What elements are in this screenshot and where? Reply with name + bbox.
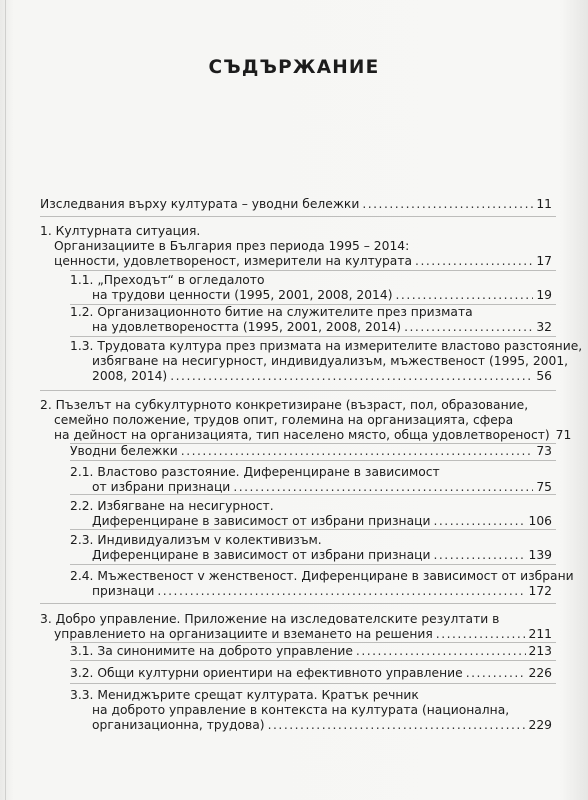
- toc-entry-3-1[interactable]: [70, 643, 552, 659]
- toc-entry-title: на доброто управление в контекста на културата (национална,: [92, 703, 510, 717]
- toc-entry-title: семейно положение, трудов опит, големина на организацията, сфера: [54, 413, 514, 427]
- toc-page-number: 17: [536, 254, 552, 268]
- toc-chapter-3-line-1[interactable]: [40, 611, 499, 627]
- toc-page-number: 226: [528, 666, 552, 680]
- toc-chapter-2-line-1[interactable]: [40, 397, 528, 413]
- toc-entry-1-2[interactable]: [70, 304, 473, 320]
- toc-entry-title: Диференциране в зависимост от избрани признаци: [92, 548, 431, 562]
- toc-page-number: 213: [528, 644, 552, 658]
- subsection-divider: [70, 494, 556, 495]
- section-divider: [40, 216, 556, 217]
- toc-entry-title: признаци: [92, 584, 155, 598]
- toc-entry-1-2-line-2: [92, 319, 552, 335]
- toc-entry-2-1[interactable]: [70, 464, 440, 480]
- toc-entry-1-1[interactable]: [70, 272, 264, 288]
- toc-entry-2-2-line-2: [92, 513, 552, 529]
- toc-page-number: 172: [528, 584, 552, 598]
- toc-entry-1-3-line-2: [92, 353, 568, 369]
- leader-dots: [362, 196, 533, 212]
- toc-chapter-2-line-3: [54, 427, 572, 443]
- toc-entry-title: на дейност на организацията, тип населено място, обща удовлетвореност): [54, 428, 550, 442]
- toc-entry-title: 1.1. „Преходът“ в огледалото: [70, 273, 265, 287]
- toc-entry-2-3[interactable]: [70, 532, 322, 548]
- subsection-divider: [70, 683, 556, 684]
- toc-entry-title: управлението на организациите и вземането на решения: [54, 627, 433, 641]
- toc-entry-title: 2.3. Индивидуализъм v колективизъм.: [70, 533, 322, 547]
- toc-entry-title: от избрани признаци: [92, 480, 231, 494]
- leader-dots: [356, 643, 526, 659]
- section-divider: [40, 390, 556, 391]
- toc-entry-2-4[interactable]: [70, 568, 574, 584]
- toc-entry-title: 2.4. Мъжественост v женственост. Диференциране в зависимост от избрани: [70, 569, 574, 583]
- toc-chapter-1-line-2: [54, 238, 409, 254]
- toc-page-number: 229: [528, 718, 552, 732]
- toc-entry-title: 3.3. Мениджърите срещат културата. Кратък речник: [70, 688, 419, 702]
- leader-dots: [433, 513, 525, 529]
- toc-entry-title: Диференциране в зависимост от избрани признаци: [92, 514, 431, 528]
- toc-entry-title: 2.1. Властово разстояние. Диференциране в зависимост: [70, 465, 440, 479]
- toc-entry-title: 1.3. Трудовата култура през призмата на измерителите властово разстояние,: [70, 339, 583, 353]
- toc-entry-3-3[interactable]: [70, 687, 419, 703]
- subsection-divider: [70, 270, 556, 271]
- leader-dots: [170, 368, 533, 384]
- leader-dots: [268, 717, 526, 733]
- toc-entry-title: Организациите в България през периода 1995 – 2014:: [54, 239, 410, 253]
- toc-page-number: 56: [536, 369, 552, 383]
- toc-entry-title: 3. Добро управление. Приложение на изследователските резултати в: [40, 612, 500, 626]
- toc-entry-title: Изследвания върху културата – уводни бележки: [40, 197, 360, 211]
- page-title: СЪДЪРЖАНИЕ: [208, 57, 380, 78]
- leader-dots: [396, 287, 534, 303]
- toc-page-number: 19: [536, 288, 552, 302]
- leader-dots: [433, 547, 525, 563]
- toc-page-number: 139: [528, 548, 552, 562]
- leader-dots: [181, 443, 534, 459]
- toc-entry-1-3-line-3: [92, 368, 552, 384]
- toc-entry-title: избягване на несигурност, индивидуализъм, мъжественост (1995, 2001,: [92, 354, 569, 368]
- leader-dots: [415, 253, 533, 269]
- toc-entry-title: 1.2. Организационното битие на служителите през призмата: [70, 305, 473, 319]
- toc-page-number: 71: [555, 428, 572, 442]
- toc-entry-title: на удовлетвореността (1995, 2001, 2008, 2014): [92, 320, 402, 334]
- toc-page-number: 73: [536, 444, 552, 458]
- toc-page-number: 106: [528, 514, 552, 528]
- toc-chapter-1-line-3: [54, 253, 552, 269]
- toc-entry-3-3-line-2: [92, 702, 509, 718]
- toc-entry-title: организационна, трудова): [92, 718, 265, 732]
- toc-entry-title: Уводни бележки: [70, 444, 178, 458]
- toc-entry-title: на трудови ценности (1995, 2001, 2008, 2014): [92, 288, 393, 302]
- toc-entry-title: 1. Културната ситуация.: [40, 224, 201, 238]
- toc-page-number: 11: [536, 197, 552, 211]
- toc-chapter-1-line-1[interactable]: [40, 223, 200, 239]
- toc-page-number: 211: [528, 627, 552, 641]
- leader-dots: [233, 479, 533, 495]
- toc-entry-title: 2.2. Избягване на несигурност.: [70, 499, 274, 513]
- subsection-divider: [70, 336, 556, 337]
- toc-page-number: 75: [536, 480, 552, 494]
- toc-chapter-3-line-2: [54, 626, 552, 642]
- toc-entry-title: 3.1. За синонимите на доброто управление: [70, 644, 353, 658]
- toc-page-number: 32: [536, 320, 552, 334]
- toc-chapter-2-line-2: [54, 412, 513, 428]
- subsection-divider: [70, 564, 556, 565]
- toc-entry-title: 2008, 2014): [92, 369, 168, 383]
- toc-entry-2-1-line-2: [92, 479, 552, 495]
- toc-entry-title: 2. Пъзелът на субкултурното конкретизиране (възраст, пол, образование,: [40, 398, 529, 412]
- toc-entry-3-2[interactable]: [70, 665, 552, 681]
- toc-entry-2-3-line-2: [92, 547, 552, 563]
- toc-entry-3-3-line-3: [92, 717, 552, 733]
- toc-entry-title: 3.2. Общи културни ориентири на ефективното управление: [70, 666, 463, 680]
- subsection-divider: [70, 460, 556, 461]
- leader-dots: [436, 626, 526, 642]
- subsection-divider: [70, 529, 556, 530]
- toc-entry-2-intro[interactable]: [70, 443, 552, 459]
- section-divider: [40, 603, 556, 604]
- leader-dots: [404, 319, 533, 335]
- toc-entry-title: ценности, удовлетвореност, измерители на културата: [54, 254, 413, 268]
- toc-entry-intro[interactable]: [40, 196, 552, 212]
- leader-dots: [466, 665, 526, 681]
- subsection-divider: [70, 660, 556, 661]
- toc-entry-1-1-line-2: [92, 287, 552, 303]
- toc-entry-1-3[interactable]: [70, 338, 582, 354]
- toc-entry-2-2[interactable]: [70, 498, 274, 514]
- leader-dots: [157, 583, 525, 599]
- toc-entry-2-4-line-2: [92, 583, 552, 599]
